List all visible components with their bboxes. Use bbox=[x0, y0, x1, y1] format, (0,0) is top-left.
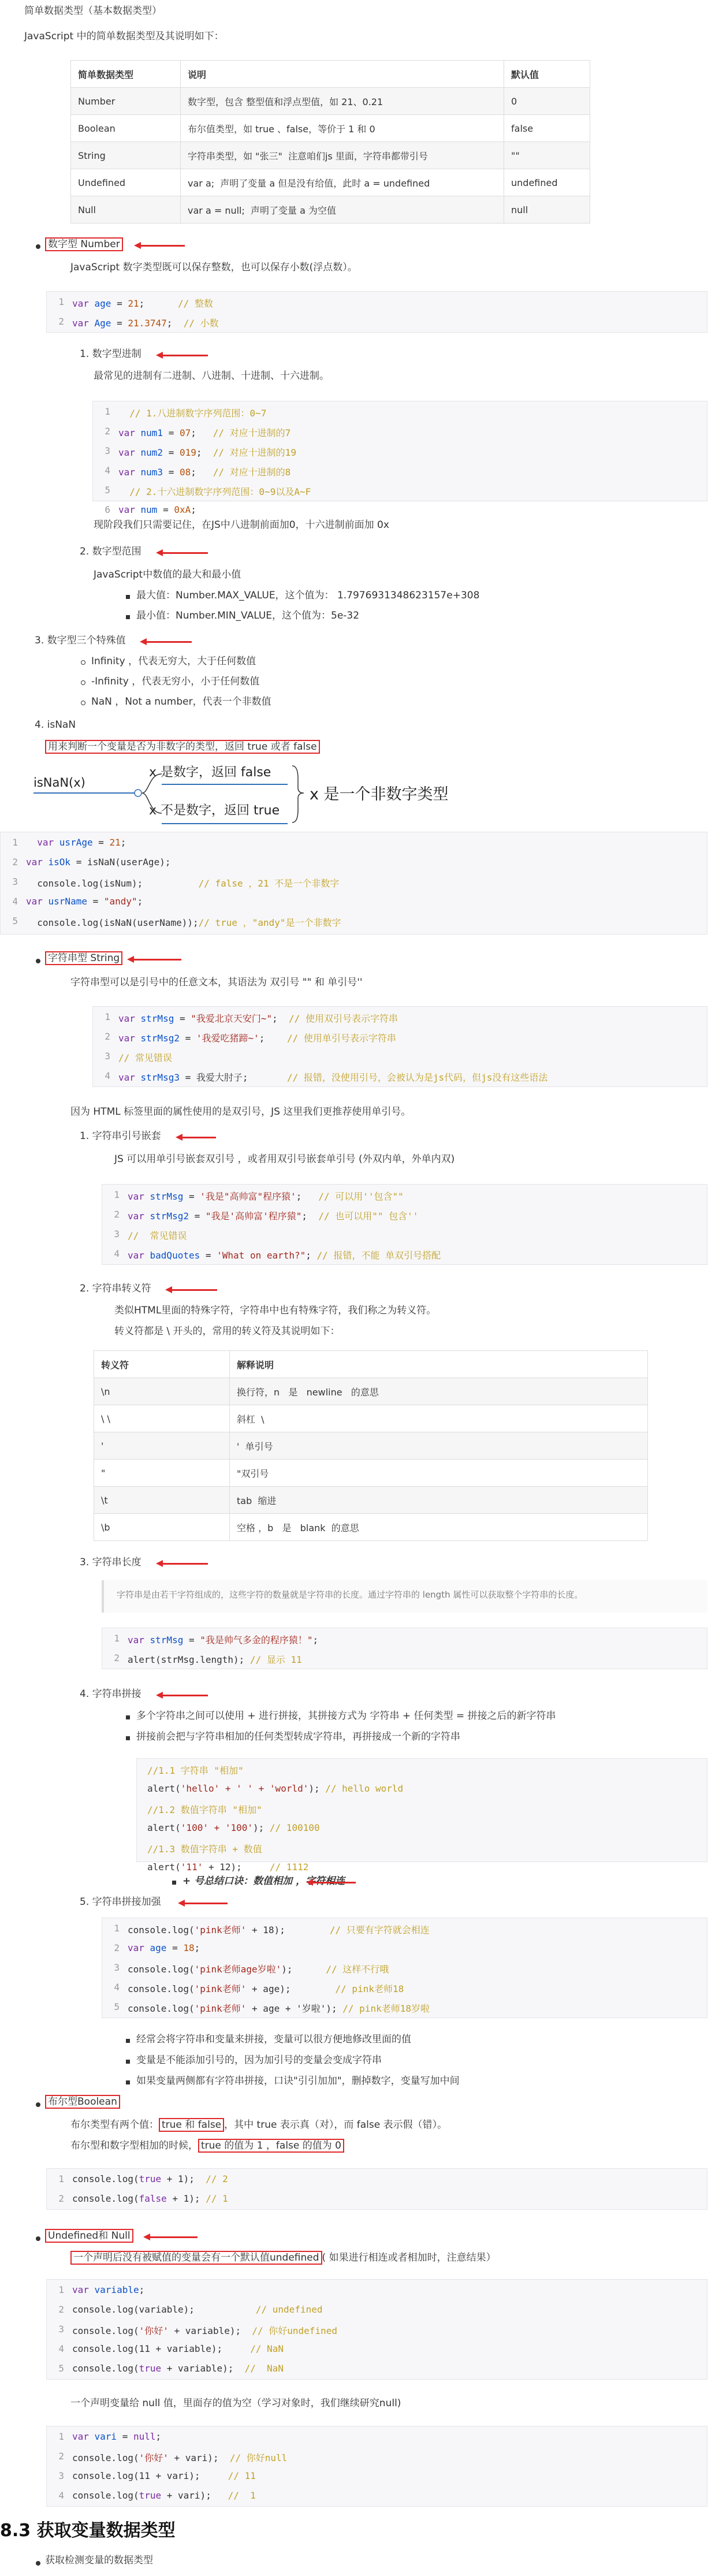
code-line: var strMsg2 = '我爱吃猪蹄~'; // 使用单引号表示字符串 bbox=[118, 1033, 396, 1044]
code-line: var strMsg = '我是"高帅富"程序猿'; // 可以用''包含"" bbox=[128, 1191, 404, 1202]
boolean-desc bbox=[70, 2119, 447, 2131]
nest-title: 1. 字符串引号嵌套 bbox=[80, 1130, 161, 1142]
types-table bbox=[70, 60, 590, 224]
table-cell: undefined bbox=[504, 169, 590, 196]
escape-table bbox=[94, 1350, 648, 1541]
code-line: //1.3 数值字符串 + 数值 bbox=[147, 1844, 262, 1855]
annotation-arrow bbox=[162, 1695, 208, 1696]
code-line: var num1 = 07; // 对应十进制的7 bbox=[118, 427, 291, 438]
string-note: 因为 HTML 标签里面的属性使用的是双引号，JS 这里我们更推荐使用单引号。 bbox=[70, 1106, 411, 1118]
code-line: console.log('你好' + variable); // 你好undefined bbox=[72, 2325, 337, 2336]
table-cell: Undefined bbox=[71, 169, 181, 196]
annotation-arrow bbox=[146, 641, 192, 643]
diagram-result: x 是一个非数字类型 bbox=[310, 786, 449, 803]
table-cell: 换行符，n 是 newline 的意思 bbox=[230, 1378, 648, 1405]
table-cell: Boolean bbox=[71, 115, 181, 142]
table-cell: "" bbox=[504, 142, 590, 169]
code-block-length bbox=[102, 1628, 707, 1669]
bullet-square bbox=[126, 595, 130, 599]
code-line: var variable; bbox=[72, 2284, 145, 2295]
intro-desc: JavaScript 中的简单数据类型及其说明如下： bbox=[24, 31, 224, 42]
annotation-arrow bbox=[133, 959, 181, 961]
concat-var-item: 变量是不能添加引号的，因为加引号的变量会变成字符串 bbox=[136, 2054, 382, 2066]
annotation-arrow bbox=[162, 552, 208, 554]
table-row bbox=[71, 142, 590, 169]
table-cell: "双引号 bbox=[230, 1460, 648, 1487]
code-line: var strMsg2 = "我是'高帅富'程序猿"; // 也可以用"" 包含'' bbox=[128, 1211, 419, 1222]
line-number: 3 bbox=[58, 2470, 64, 2481]
table-cell: var a = null; 声明了变量 a 为空值 bbox=[181, 196, 504, 224]
table-row bbox=[94, 1514, 648, 1541]
escape-title: 2. 字符串转义符 bbox=[80, 1283, 151, 1294]
code-line: alert('100' + '100'); // 100100 bbox=[147, 1822, 320, 1833]
bullet-dot bbox=[36, 2102, 40, 2107]
line-number: 2 bbox=[114, 1209, 120, 1220]
concat-item: 多个字符串之间可以使用 + 进行拼接，其拼接方式为 字符串 + 任何类型 = 拼接之后的新字符串 bbox=[136, 1710, 556, 1722]
boolean-desc2-mark: true 的值为 1 ，false 的值为 0 bbox=[198, 2139, 344, 2153]
code-line: console.log(true + vari); // 1 bbox=[72, 2490, 256, 2501]
code-block-string bbox=[92, 1006, 707, 1087]
code-block-base bbox=[92, 401, 707, 515]
code-line: alert('hello' + ' ' + 'world'); // hello world bbox=[147, 1783, 404, 1794]
special-title: 3. 数字型三个特殊值 bbox=[35, 635, 126, 646]
table-row bbox=[71, 169, 590, 196]
table-header: 说明 bbox=[181, 61, 504, 88]
code-line: var num3 = 08; // 对应十进制的8 bbox=[118, 467, 291, 478]
table-cell: String bbox=[71, 142, 181, 169]
table-row bbox=[94, 1378, 648, 1405]
annotation-arrow bbox=[312, 1882, 356, 1883]
code-line: console.log('你好' + vari); // 你好null bbox=[72, 2452, 288, 2463]
code-line: console.log(false + 1); // 1 bbox=[72, 2193, 228, 2204]
annotation-arrow bbox=[162, 1563, 208, 1565]
table-cell: false bbox=[504, 115, 590, 142]
line-number: 4 bbox=[105, 1070, 110, 1081]
string-heading: 字符串型 String bbox=[45, 951, 122, 965]
table-cell: \b bbox=[94, 1514, 230, 1541]
table-cell: \n bbox=[94, 1378, 230, 1405]
bullet-square bbox=[126, 1715, 130, 1719]
concat-var-item: 如果变量两侧都有字符串拼接，口诀"引引加加"，删掉数字，变量写加中间 bbox=[136, 2075, 460, 2087]
table-header: 默认值 bbox=[504, 61, 590, 88]
section-83-item: 获取检测变量的数据类型 bbox=[45, 2555, 153, 2566]
annotation-arrow bbox=[162, 355, 208, 356]
line-number: 3 bbox=[105, 445, 110, 456]
code-line: var isOk = isNaN(userAge); bbox=[26, 857, 171, 868]
undef-heading: Undefined和 Null bbox=[45, 2229, 133, 2243]
line-number: 2 bbox=[58, 2451, 64, 2462]
annotation-arrow bbox=[171, 1289, 217, 1291]
concat-title: 4. 字符串拼接 bbox=[80, 1688, 141, 1700]
boolean-heading: 布尔型Boolean bbox=[45, 2095, 120, 2109]
line-number: 6 bbox=[105, 504, 110, 515]
line-number: 5 bbox=[12, 915, 18, 926]
line-number: 2 bbox=[114, 1942, 120, 1953]
line-number: 2 bbox=[58, 2304, 64, 2315]
annotation-arrow bbox=[181, 1137, 216, 1138]
escape-desc2: 转义符都是 \ 开头的，常用的转义符及其说明如下： bbox=[114, 1326, 340, 1337]
table-cell: Null bbox=[71, 196, 181, 224]
table-cell: 空格 ，b 是 blank 的意思 bbox=[230, 1514, 648, 1541]
line-number: 2 bbox=[105, 1031, 110, 1042]
line-number: 4 bbox=[114, 1248, 120, 1259]
table-cell: 斜杠 \ bbox=[230, 1405, 648, 1432]
line-number: 3 bbox=[12, 876, 18, 887]
bullet-square bbox=[126, 615, 130, 619]
line-number: 2 bbox=[58, 2193, 64, 2204]
line-number: 1 bbox=[58, 296, 64, 307]
table-cell: tab 缩进 bbox=[230, 1487, 648, 1514]
isnan-title: 4. isNaN bbox=[35, 719, 76, 731]
concat-var-title: 5. 字符串拼接加强 bbox=[80, 1896, 161, 1908]
line-number: 4 bbox=[105, 465, 110, 476]
table-cell: 字符串类型，如 "张三" 注意咱们js 里面，字符串都带引号 bbox=[181, 142, 504, 169]
code-line: alert(strMsg.length); // 显示 11 bbox=[128, 1654, 302, 1665]
length-quote-box bbox=[102, 1580, 707, 1613]
line-number: 1 bbox=[58, 2173, 64, 2184]
code-block-number bbox=[46, 291, 707, 333]
undef-desc bbox=[70, 2251, 496, 2264]
range-min: 最小值：Number.MIN_VALUE，这个值为：5e-32 bbox=[136, 610, 360, 621]
line-number: 3 bbox=[105, 1051, 110, 1062]
code-block-undefined bbox=[46, 2279, 707, 2380]
table-cell: ' bbox=[94, 1432, 230, 1460]
line-number: 2 bbox=[58, 316, 64, 327]
line-number: 5 bbox=[114, 2001, 120, 2012]
table-row bbox=[94, 1460, 648, 1487]
table-header: 简单数据类型 bbox=[71, 61, 181, 88]
diagram-branch-bottom: x 不是数字，返回 true bbox=[149, 803, 280, 818]
table-row bbox=[71, 115, 590, 142]
code-line: // 常见错误 bbox=[118, 1052, 172, 1063]
code-line: var strMsg3 = 我爱大肘子; // 报错，没使用引号，会被认为是js代码，但js没有这些语法 bbox=[118, 1072, 548, 1083]
table-cell: \ \ bbox=[94, 1405, 230, 1432]
string-desc: 字符串型可以是引号中的任意文本，其语法为 双引号 "" 和 单引号'' bbox=[70, 977, 363, 988]
isnan-desc: 用来判断一个变量是否为非数字的类型，返回 true 或者 false bbox=[45, 740, 320, 754]
code-block-boolean bbox=[46, 2168, 707, 2210]
code-line: //1.2 数值字符串 "相加" bbox=[147, 1804, 262, 1815]
line-number: 3 bbox=[58, 2324, 64, 2335]
code-line: console.log(true + 1); // 2 bbox=[72, 2173, 228, 2184]
table-cell: 0 bbox=[504, 88, 590, 115]
line-number: 1 bbox=[58, 2284, 64, 2295]
line-number: 2 bbox=[105, 426, 110, 437]
code-line: var num2 = 019; // 对应十进制的19 bbox=[118, 447, 296, 458]
line-number: 1 bbox=[12, 837, 18, 848]
escape-desc1: 类似HTML里面的特殊字符，字符串中也有特殊字符，我们称之为转义符。 bbox=[114, 1305, 437, 1316]
boolean-desc-a: 布尔类型有两个值： bbox=[70, 2119, 159, 2131]
table-header-row bbox=[94, 1351, 648, 1378]
table-row bbox=[94, 1405, 648, 1432]
code-line: console.log(isNaN(userName));// true ，"andy"是一个非数字 bbox=[26, 917, 341, 928]
table-cell: var a; 声明了变量 a 但是没有给值，此时 a = undefined bbox=[181, 169, 504, 196]
code-block-null bbox=[46, 2426, 707, 2507]
table-cell: null bbox=[504, 196, 590, 224]
code-block-concat bbox=[136, 1758, 707, 1873]
code-line: // 1.八进制数字序列范围：0~7 bbox=[118, 408, 267, 419]
undef-desc-mark: 一个声明后没有被赋值的变量会有一个默认值undefined bbox=[70, 2251, 322, 2265]
line-number: 1 bbox=[114, 1189, 120, 1200]
bullet-square bbox=[126, 2060, 130, 2064]
code-block-isnan bbox=[0, 832, 707, 935]
range-title: 2. 数字型范围 bbox=[80, 546, 141, 557]
code-line: console.log('pink老师' + age); // pink老师18 bbox=[128, 1983, 404, 1994]
code-line: console.log(11 + variable); // NaN bbox=[72, 2343, 284, 2354]
line-number: 2 bbox=[12, 857, 18, 868]
code-line: // 2.十六进制数字序列范围：0~9以及A~F bbox=[118, 486, 311, 497]
bullet-circle bbox=[81, 660, 85, 665]
code-line: var num = 0xA; bbox=[118, 504, 196, 515]
bullet-circle bbox=[81, 680, 85, 685]
special-item: -Infinity ，代表无穷小，小于任何数值 bbox=[91, 676, 260, 687]
code-line: console.log(variable); // undefined bbox=[72, 2304, 323, 2315]
diagram-root: isNaN(x) bbox=[33, 776, 85, 790]
code-line: console.log(true + variable); // NaN bbox=[72, 2363, 284, 2374]
table-cell: 布尔值类型，如 true 、false，等价于 1 和 0 bbox=[181, 115, 504, 142]
code-block-nest bbox=[102, 1184, 707, 1265]
code-line: var Age = 21.3747; // 小数 bbox=[72, 318, 219, 329]
table-cell: 数字型，包含 整型值和浮点型值，如 21、0.21 bbox=[181, 88, 504, 115]
bullet-dot bbox=[36, 2561, 40, 2566]
concat-tip: + 号总结口诀：数值相加 ，字符相连 bbox=[182, 1875, 345, 1887]
intro-title: 简单数据类型（基本数据类型） bbox=[24, 5, 162, 17]
undef-desc-b: ( 如果进行相连或者相加时，注意结果） bbox=[322, 2252, 496, 2264]
range-max: 最大值：Number.MAX_VALUE，这个值为： 1.7976931348623157e+308 bbox=[136, 590, 480, 601]
table-cell: ' 单引号 bbox=[230, 1432, 648, 1460]
line-number: 1 bbox=[58, 2431, 64, 2442]
bullet-dot bbox=[36, 244, 40, 249]
number-desc: JavaScript 数字类型既可以保存整数，也可以保存小数(浮点数）。 bbox=[70, 262, 357, 273]
table-cell: " bbox=[94, 1460, 230, 1487]
code-line: var usrName = "andy"; bbox=[26, 896, 143, 907]
boolean-desc2 bbox=[70, 2139, 344, 2152]
table-cell: Number bbox=[71, 88, 181, 115]
code-line: var age = 21; // 整数 bbox=[72, 298, 213, 309]
table-header: 解释说明 bbox=[230, 1351, 648, 1378]
bullet-square bbox=[126, 1736, 130, 1740]
line-number: 1 bbox=[114, 1923, 120, 1934]
line-number: 4 bbox=[12, 896, 18, 907]
table-cell: \t bbox=[94, 1487, 230, 1514]
code-line: var strMsg = "我爱北京天安门~"; // 使用双引号表示字符串 bbox=[118, 1013, 398, 1024]
line-number: 1 bbox=[114, 1633, 120, 1644]
line-number: 4 bbox=[114, 1982, 120, 1993]
line-number: 5 bbox=[58, 2363, 64, 2374]
table-row bbox=[94, 1487, 648, 1514]
section-83-title: 8.3 获取变量数据类型 bbox=[0, 2521, 176, 2541]
code-line: console.log('pink老师' + age + '岁啦'); // pink老师18岁啦 bbox=[128, 2003, 430, 2014]
isnan-diagram bbox=[33, 761, 496, 825]
concat-item: 拼接前会把与字符串相加的任何类型转成字符串，再拼接成一个新的字符串 bbox=[136, 1731, 460, 1743]
concat-var-item: 经常会将字符串和变量来拼接，变量可以很方便地修改里面的值 bbox=[136, 2034, 411, 2045]
line-number: 1 bbox=[105, 1011, 110, 1022]
code-line: var usrAge = 21; bbox=[26, 837, 126, 848]
line-number: 1 bbox=[105, 406, 110, 417]
bullet-square bbox=[126, 2080, 130, 2084]
line-number: 3 bbox=[114, 1229, 120, 1239]
code-line: var badQuotes = 'What on earth?"; // 报错，不能 单双引号搭配 bbox=[128, 1250, 441, 1261]
line-number: 4 bbox=[58, 2490, 64, 2501]
table-header: 转义符 bbox=[94, 1351, 230, 1378]
table-row bbox=[71, 88, 590, 115]
base-desc: 最常见的进制有二进制、八进制、十进制、十六进制。 bbox=[94, 370, 329, 382]
special-item: Infinity ，代表无穷大，大于任何数值 bbox=[91, 656, 256, 667]
line-number: 2 bbox=[114, 1652, 120, 1663]
length-quote: 字符串是由若干字符组成的，这些字符的数量就是字符串的长度。通过字符串的 length 属性可以获取整个字符串的长度。 bbox=[117, 1589, 583, 1600]
code-line: console.log(11 + vari); // 11 bbox=[72, 2470, 256, 2481]
bullet-dot bbox=[36, 2236, 40, 2241]
number-heading: 数字型 Number bbox=[45, 237, 123, 251]
code-block-concat-var bbox=[102, 1918, 707, 2018]
bullet-square bbox=[172, 1881, 176, 1885]
boolean-desc-mark: true 和 false bbox=[159, 2118, 224, 2132]
nest-desc: JS 可以用单引号嵌套双引号 ，或者用双引号嵌套单引号 (外双内单，外单内双) bbox=[114, 1153, 455, 1165]
special-item: NaN ，Not a number，代表一个非数值 bbox=[91, 696, 271, 708]
code-line: console.log(isNum); // false ，21 不是一个非数字 bbox=[26, 878, 340, 889]
code-line: var vari = null; bbox=[72, 2431, 162, 2442]
code-line: //1.1 字符串 "相加" bbox=[147, 1765, 244, 1776]
annotation-arrow bbox=[140, 245, 185, 247]
null-desc: 一个声明变量给 null 值，里面存的值为空（学习对象时，我们继续研究null) bbox=[70, 2398, 401, 2409]
annotation-arrow bbox=[149, 2236, 198, 2238]
bullet-circle bbox=[81, 701, 85, 705]
line-number: 3 bbox=[114, 1962, 120, 1973]
table-row bbox=[71, 196, 590, 224]
code-line: var strMsg = "我是帅气多金的程序猿！"; bbox=[128, 1635, 319, 1646]
code-line: alert('11' + 12); // 1112 bbox=[147, 1862, 309, 1873]
table-row bbox=[94, 1432, 648, 1460]
code-line: console.log('pink老师' + 18); // 只要有字符就会相连 bbox=[128, 1924, 430, 1935]
table-header-row bbox=[71, 61, 590, 88]
line-number: 5 bbox=[105, 485, 110, 496]
diagram-branch-top: x 是数字，返回 false bbox=[149, 765, 271, 780]
annotation-arrow bbox=[184, 1903, 228, 1904]
range-desc: JavaScript中数值的最大和最小值 bbox=[94, 569, 241, 580]
code-line: var age = 18; bbox=[128, 1942, 200, 1953]
bullet-dot bbox=[36, 959, 40, 963]
base-note: 现阶段我们只需要记住，在JS中八进制前面加0，十六进制前面加 0x bbox=[94, 519, 389, 531]
boolean-desc-b: ，其中 true 表示真（对），而 false 表示假（错）。 bbox=[224, 2119, 448, 2131]
code-line: // 常见错误 bbox=[128, 1230, 187, 1241]
base-title: 1. 数字型进制 bbox=[80, 348, 141, 360]
length-title: 3. 字符串长度 bbox=[80, 1557, 141, 1568]
boolean-desc2-a: 布尔型和数字型相加的时候， bbox=[70, 2140, 198, 2151]
code-line: console.log('pink老师age岁啦'); // 这样不行哦 bbox=[128, 1964, 389, 1975]
line-number: 4 bbox=[58, 2343, 64, 2354]
bullet-square bbox=[126, 2039, 130, 2043]
